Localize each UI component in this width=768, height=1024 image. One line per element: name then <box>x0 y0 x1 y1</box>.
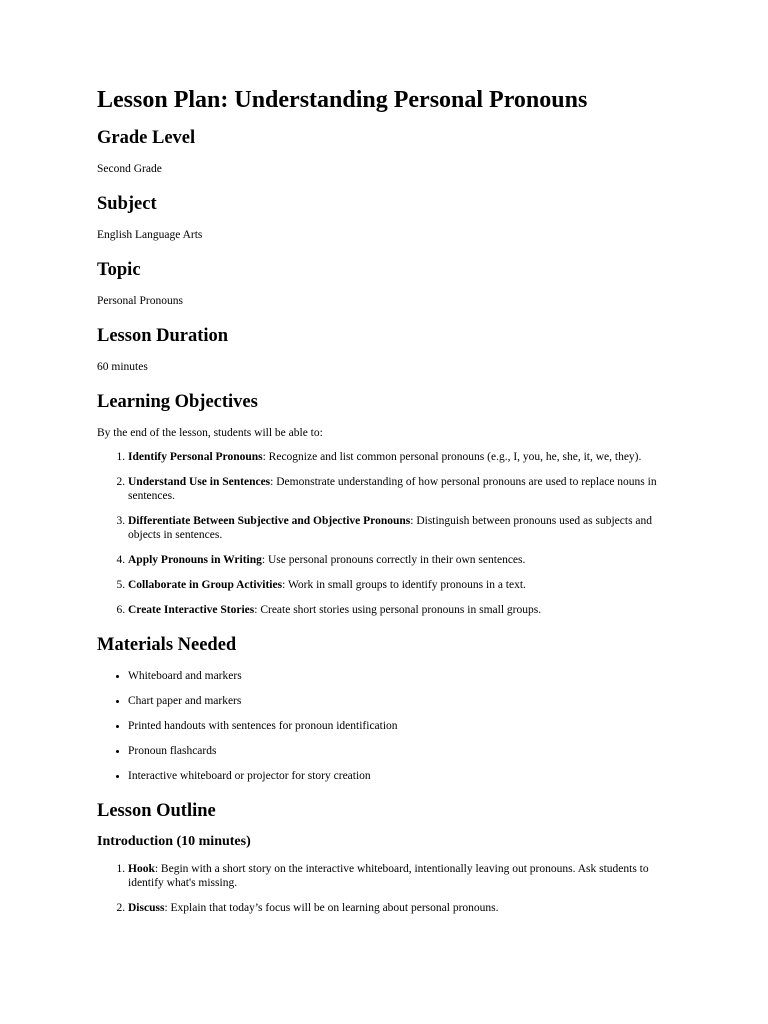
outline-list <box>97 862 677 915</box>
list-item <box>128 553 677 567</box>
list-item <box>128 603 677 617</box>
list-item: • Printed handouts with sentences for pronoun identification <box>128 719 677 733</box>
objective-text: : Demonstrate understanding of how personal pronouns are used to replace nouns in sentences. <box>128 476 657 502</box>
objectives-heading: Learning Objectives <box>97 392 258 412</box>
subject-text: English Language Arts <box>97 229 203 241</box>
document-page <box>97 84 677 926</box>
outline-text: : Begin with a short story on the interactive whiteboard, intentionally leaving out pronouns. Ask students to identify what's missing. <box>128 863 649 889</box>
duration-heading: Lesson Duration <box>97 326 229 346</box>
subject-heading: Subject <box>97 194 157 214</box>
list-item <box>128 514 677 542</box>
outline-term: Discuss <box>128 902 165 914</box>
materials-list <box>97 669 677 783</box>
topic-text: Personal Pronouns <box>97 295 183 307</box>
list-item <box>128 862 677 890</box>
materials-heading: Materials Needed <box>97 635 237 655</box>
objective-term: Collaborate in Group Activities <box>128 579 283 591</box>
objective-term: Apply Pronouns in Writing <box>128 554 262 566</box>
list-item <box>128 901 677 915</box>
list-item: • Whiteboard and markers <box>128 669 677 683</box>
objective-text: : Recognize and list common personal pronouns (e.g., I, you, he, she, it, we, they). <box>262 451 642 463</box>
grade-level-text: Second Grade <box>97 163 162 175</box>
outline-term: Hook <box>128 863 155 875</box>
list-item: • Pronoun flashcards <box>128 744 677 758</box>
objective-term: Understand Use in Sentences <box>128 476 271 488</box>
outline-heading: Lesson Outline <box>97 801 216 821</box>
outline-text: : Explain that today’s focus will be on learning about personal pronouns. <box>164 902 499 914</box>
list-item <box>128 450 677 464</box>
objective-text: : Work in small groups to identify pronouns in a text. <box>282 579 526 591</box>
introduction-subheading: Introduction (10 minutes) <box>97 834 251 849</box>
list-item <box>128 578 677 592</box>
objective-term: Identify Personal Pronouns <box>128 451 263 463</box>
objective-text: : Create short stories using personal pronouns in small groups. <box>254 604 542 616</box>
list-item: • Chart paper and markers <box>128 694 677 708</box>
grade-level-heading: Grade Level <box>97 128 196 148</box>
list-item: • Interactive whiteboard or projector for story creation <box>128 769 677 783</box>
topic-heading: Topic <box>97 260 141 280</box>
objective-term: Create Interactive Stories <box>128 604 255 616</box>
objectives-list <box>97 450 677 617</box>
duration-text: 60 minutes <box>97 361 148 373</box>
objective-term: Differentiate Between Subjective and Objective Pronouns <box>128 515 411 527</box>
list-item <box>128 475 677 503</box>
document-title: Lesson Plan: Understanding Personal Pronouns <box>97 87 588 113</box>
objective-text: : Use personal pronouns correctly in their own sentences. <box>261 554 526 566</box>
objective-text: : Distinguish between pronouns used as subjects and objects in sentences. <box>128 515 653 541</box>
objectives-intro: By the end of the lesson, students will be able to: <box>97 427 323 439</box>
